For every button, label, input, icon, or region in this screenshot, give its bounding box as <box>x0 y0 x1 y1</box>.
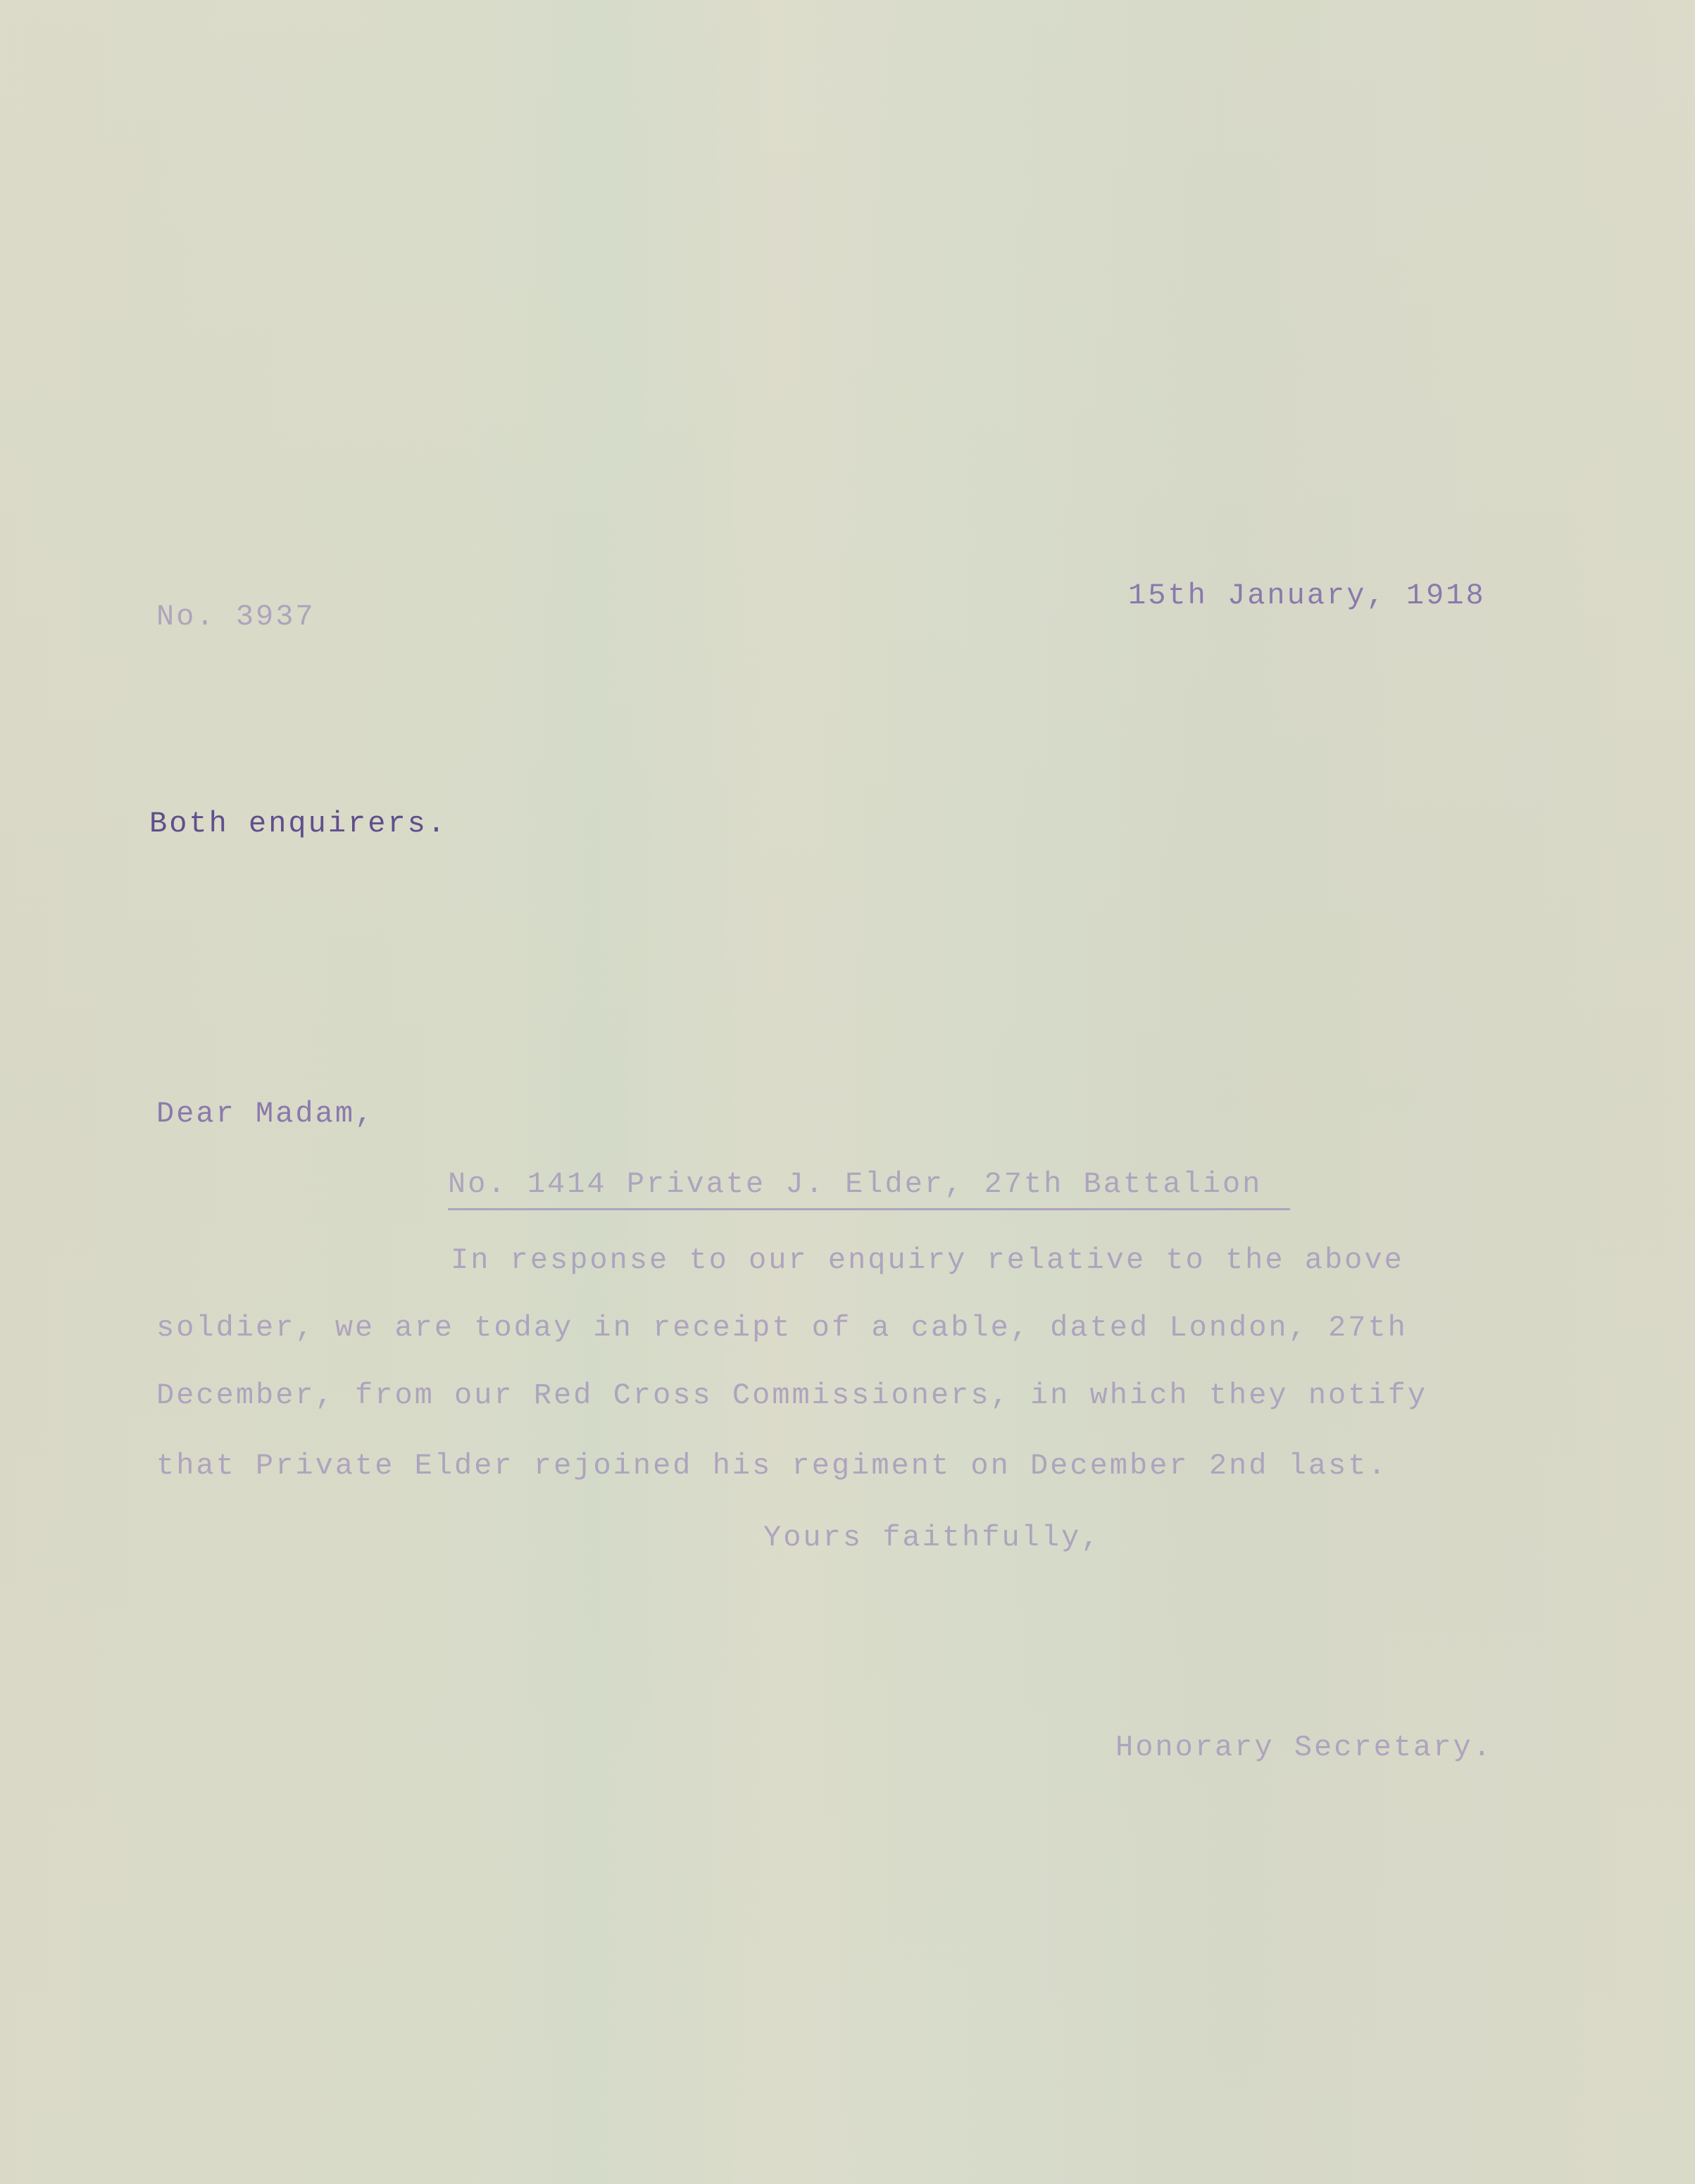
salutation: Dear Madam, <box>156 1097 375 1131</box>
body-line: that Private Elder rejoined his regiment on December 2nd last. <box>156 1449 1388 1483</box>
addressee-line: Both enquirers. <box>149 807 448 841</box>
reference-number: No. 3937 <box>156 600 315 634</box>
body-line: In response to our enquiry relative to the above <box>451 1243 1404 1277</box>
valediction: Yours faithfully, <box>763 1521 1101 1555</box>
body-line: December, from our Red Cross Commissioners, in which they notify <box>156 1379 1428 1412</box>
body-line: soldier, we are today in receipt of a cable, dated London, 27th <box>156 1311 1408 1345</box>
subject-line: No. 1414 Private J. Elder, 27th Battalion <box>448 1167 1290 1210</box>
letter-date: 15th January, 1918 <box>1128 579 1486 613</box>
signatory-title: Honorary Secretary. <box>1115 1731 1493 1764</box>
